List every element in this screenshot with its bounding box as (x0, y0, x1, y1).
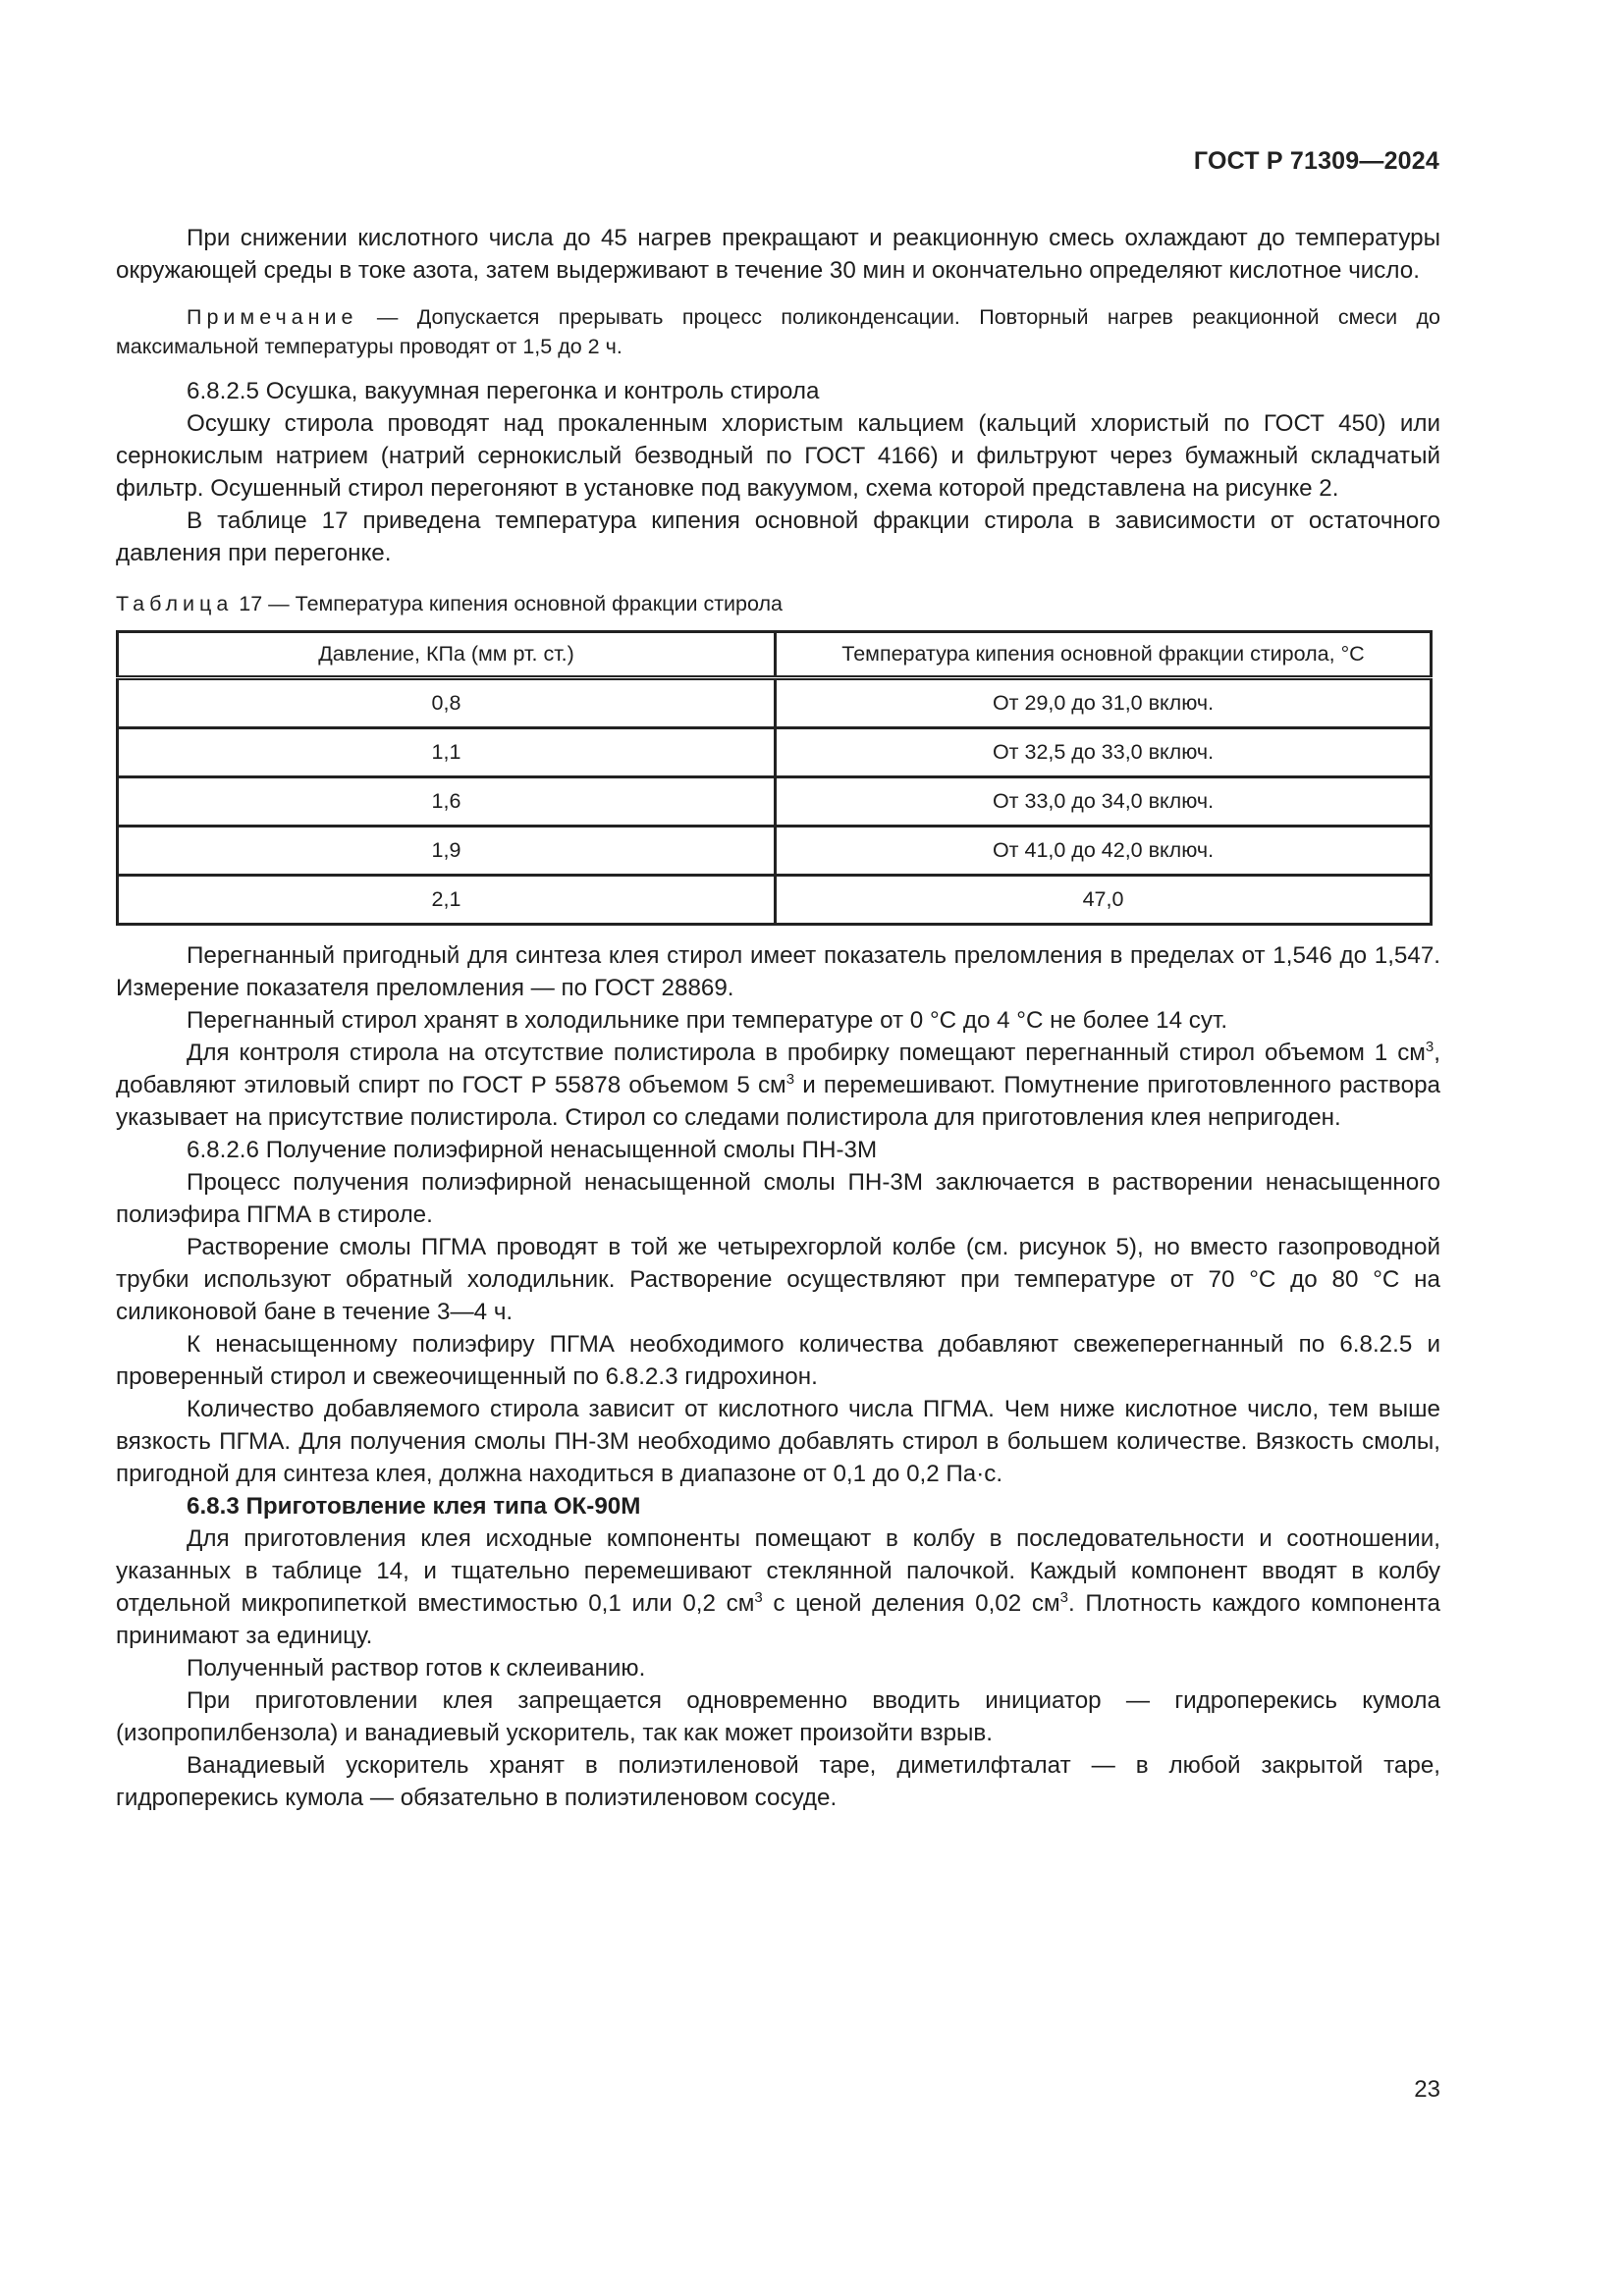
cell-temperature: От 32,5 до 33,0 включ. (776, 728, 1432, 777)
paragraph-warning: При приготовлении клея запрещается одновременно вводить инициатор — гидроперекись кумола (изопропилбензола) и ванадиевый ускоритель, так как может произойти взрыв. (116, 1687, 1440, 1746)
paragraph-table-ref: В таблице 17 приведена температура кипения основной фракции стирола в зависимости от остаточного давления при перегонке. (116, 507, 1440, 566)
table-row (118, 678, 1432, 728)
cell-pressure: 0,8 (118, 678, 776, 728)
text-run: с ценой деления 0,02 см (762, 1590, 1060, 1617)
paragraph-polystyrene-check (116, 1037, 1440, 1134)
paragraph-glue-preparation (116, 1522, 1440, 1652)
page-number: 23 (1414, 2076, 1440, 2103)
note (116, 302, 1440, 361)
text-run: Для приготовления клея исходные компоненты помещают в колбу в последовательности и соотношении, указанных в таблице 14, и тщательно перемешивают стеклянной палочкой. Каждый компонент вводят в колбу отдельной микропипеткой вместимостью 0,1 или 0,2 см (116, 1525, 1440, 1617)
section-6-8-3-title: 6.8.3 Приготовление клея типа ОК-90М (187, 1493, 641, 1520)
cell-temperature: От 29,0 до 31,0 включ. (776, 678, 1432, 728)
paragraph-resin-process: Процесс получения полиэфирной ненасыщенной смолы ПН-3М заключается в растворении ненасыщенного полиэфира ПГМА в стироле. (116, 1169, 1440, 1228)
table-row (118, 728, 1432, 777)
column-header-boiling-temp: Температура кипения основной фракции стирола, °С (776, 632, 1432, 678)
note-label: Примечание (187, 305, 358, 329)
table-caption-label: Таблица (116, 592, 234, 615)
table-row (118, 777, 1432, 827)
page-content (116, 222, 1440, 1814)
superscript: 3 (785, 1071, 795, 1088)
paragraph-additions: К ненасыщенному полиэфиру ПГМА необходимого количества добавляют свежеперегнанный по 6.8.2.5 и проверенный стирол и свежеочищенный по 6.8.2.3 гидрохинон. (116, 1331, 1440, 1390)
document-standard-id: ГОСТ Р 71309—2024 (1193, 147, 1439, 175)
superscript: 3 (754, 1589, 763, 1606)
cell-pressure: 1,6 (118, 777, 776, 827)
paragraph-acid-number: При снижении кислотного числа до 45 нагрев прекращают и реакционную смесь охлаждают до температуры окружающей среды в токе азота, затем выдерживают в течение 30 мин и окончательно определяют кислотное число. (116, 225, 1440, 284)
paragraph-storage: Перегнанный стирол хранят в холодильнике при температуре от 0 °С до 4 °С не более 14 сут. (187, 1007, 1228, 1034)
table-17-caption (116, 589, 1440, 618)
cell-temperature: 47,0 (776, 876, 1432, 925)
table-row (118, 827, 1432, 876)
section-6-8-2-6-title: 6.8.2.6 Получение полиэфирной ненасыщенной смолы ПН-3М (187, 1137, 878, 1163)
table-header-row (118, 632, 1432, 678)
note-text: — Допускается прерывать процесс поликонденсации. Повторный нагрев реакционной смеси до максимальной температуры проводят от 1,5 до 2 ч. (116, 305, 1440, 358)
cell-temperature: От 41,0 до 42,0 включ. (776, 827, 1432, 876)
paragraph-storage-containers: Ванадиевый ускоритель хранят в полиэтиленовой таре, диметилфталат — в любой закрытой таре, гидроперекись кумола — обязательно в полиэтиленовом сосуде. (116, 1752, 1440, 1811)
text-run: и перемешивают. Помутнение приготовленного раствора указывает на присутствие полистирола. Стирол со следами полистирола для приготовления клея непригоден. (116, 1072, 1440, 1131)
table-row (118, 876, 1432, 925)
paragraph-refractive-index: Перегнанный пригодный для синтеза клея стирол имеет показатель преломления в пределах от 1,546 до 1,547. Измерение показателя преломления — по ГОСТ 28869. (116, 942, 1440, 1001)
table-caption-text: 17 — Температура кипения основной фракции стирола (233, 592, 783, 615)
cell-pressure: 2,1 (118, 876, 776, 925)
text-run: Для контроля стирола на отсутствие полистирола в пробирку помещают перегнанный стирол объемом 1 см (187, 1040, 1426, 1066)
section-6-8-2-5-title: 6.8.2.5 Осушка, вакуумная перегонка и контроль стирола (187, 378, 820, 404)
cell-temperature: От 33,0 до 34,0 включ. (776, 777, 1432, 827)
paragraph-dissolution: Растворение смолы ПГМА проводят в той же четырехгорлой колбе (см. рисунок 5), но вместо газопроводной трубки используют обратный холодильник. Растворение осуществляют при температуре от 70 °С до 80 °С на силиконовой бане в течение 3—4 ч. (116, 1234, 1440, 1325)
table-17 (116, 630, 1433, 926)
cell-pressure: 1,9 (118, 827, 776, 876)
superscript: 3 (1425, 1039, 1435, 1055)
cell-pressure: 1,1 (118, 728, 776, 777)
paragraph-viscosity: Количество добавляемого стирола зависит от кислотного числа ПГМА. Чем ниже кислотное число, тем выше вязкость ПГМА. Для получения смолы ПН-3М необходимо добавлять стирол в большем количестве. Вязкость смолы, пригодной для синтеза клея, должна находиться в диапазоне от 0,1 до 0,2 Па·с. (116, 1396, 1440, 1487)
paragraph-drying: Осушку стирола проводят над прокаленным хлористым кальцием (кальций хлористый по ГОСТ 450) или сернокислым натрием (натрий сернокислый безводный по ГОСТ 4166) и фильтруют через бумажный складчатый фильтр. Осушенный стирол перегоняют в установке под вакуумом, схема которой представлена на рисунке 2. (116, 410, 1440, 502)
paragraph-ready: Полученный раствор готов к склеиванию. (187, 1655, 646, 1682)
text-run: , добавляют этиловый спирт по ГОСТ Р 55878 объемом 5 см (116, 1040, 1440, 1098)
column-header-pressure: Давление, КПа (мм рт. ст.) (118, 632, 776, 678)
text-run: . Плотность каждого компонента принимают за единицу. (116, 1590, 1440, 1649)
superscript: 3 (1059, 1589, 1068, 1606)
